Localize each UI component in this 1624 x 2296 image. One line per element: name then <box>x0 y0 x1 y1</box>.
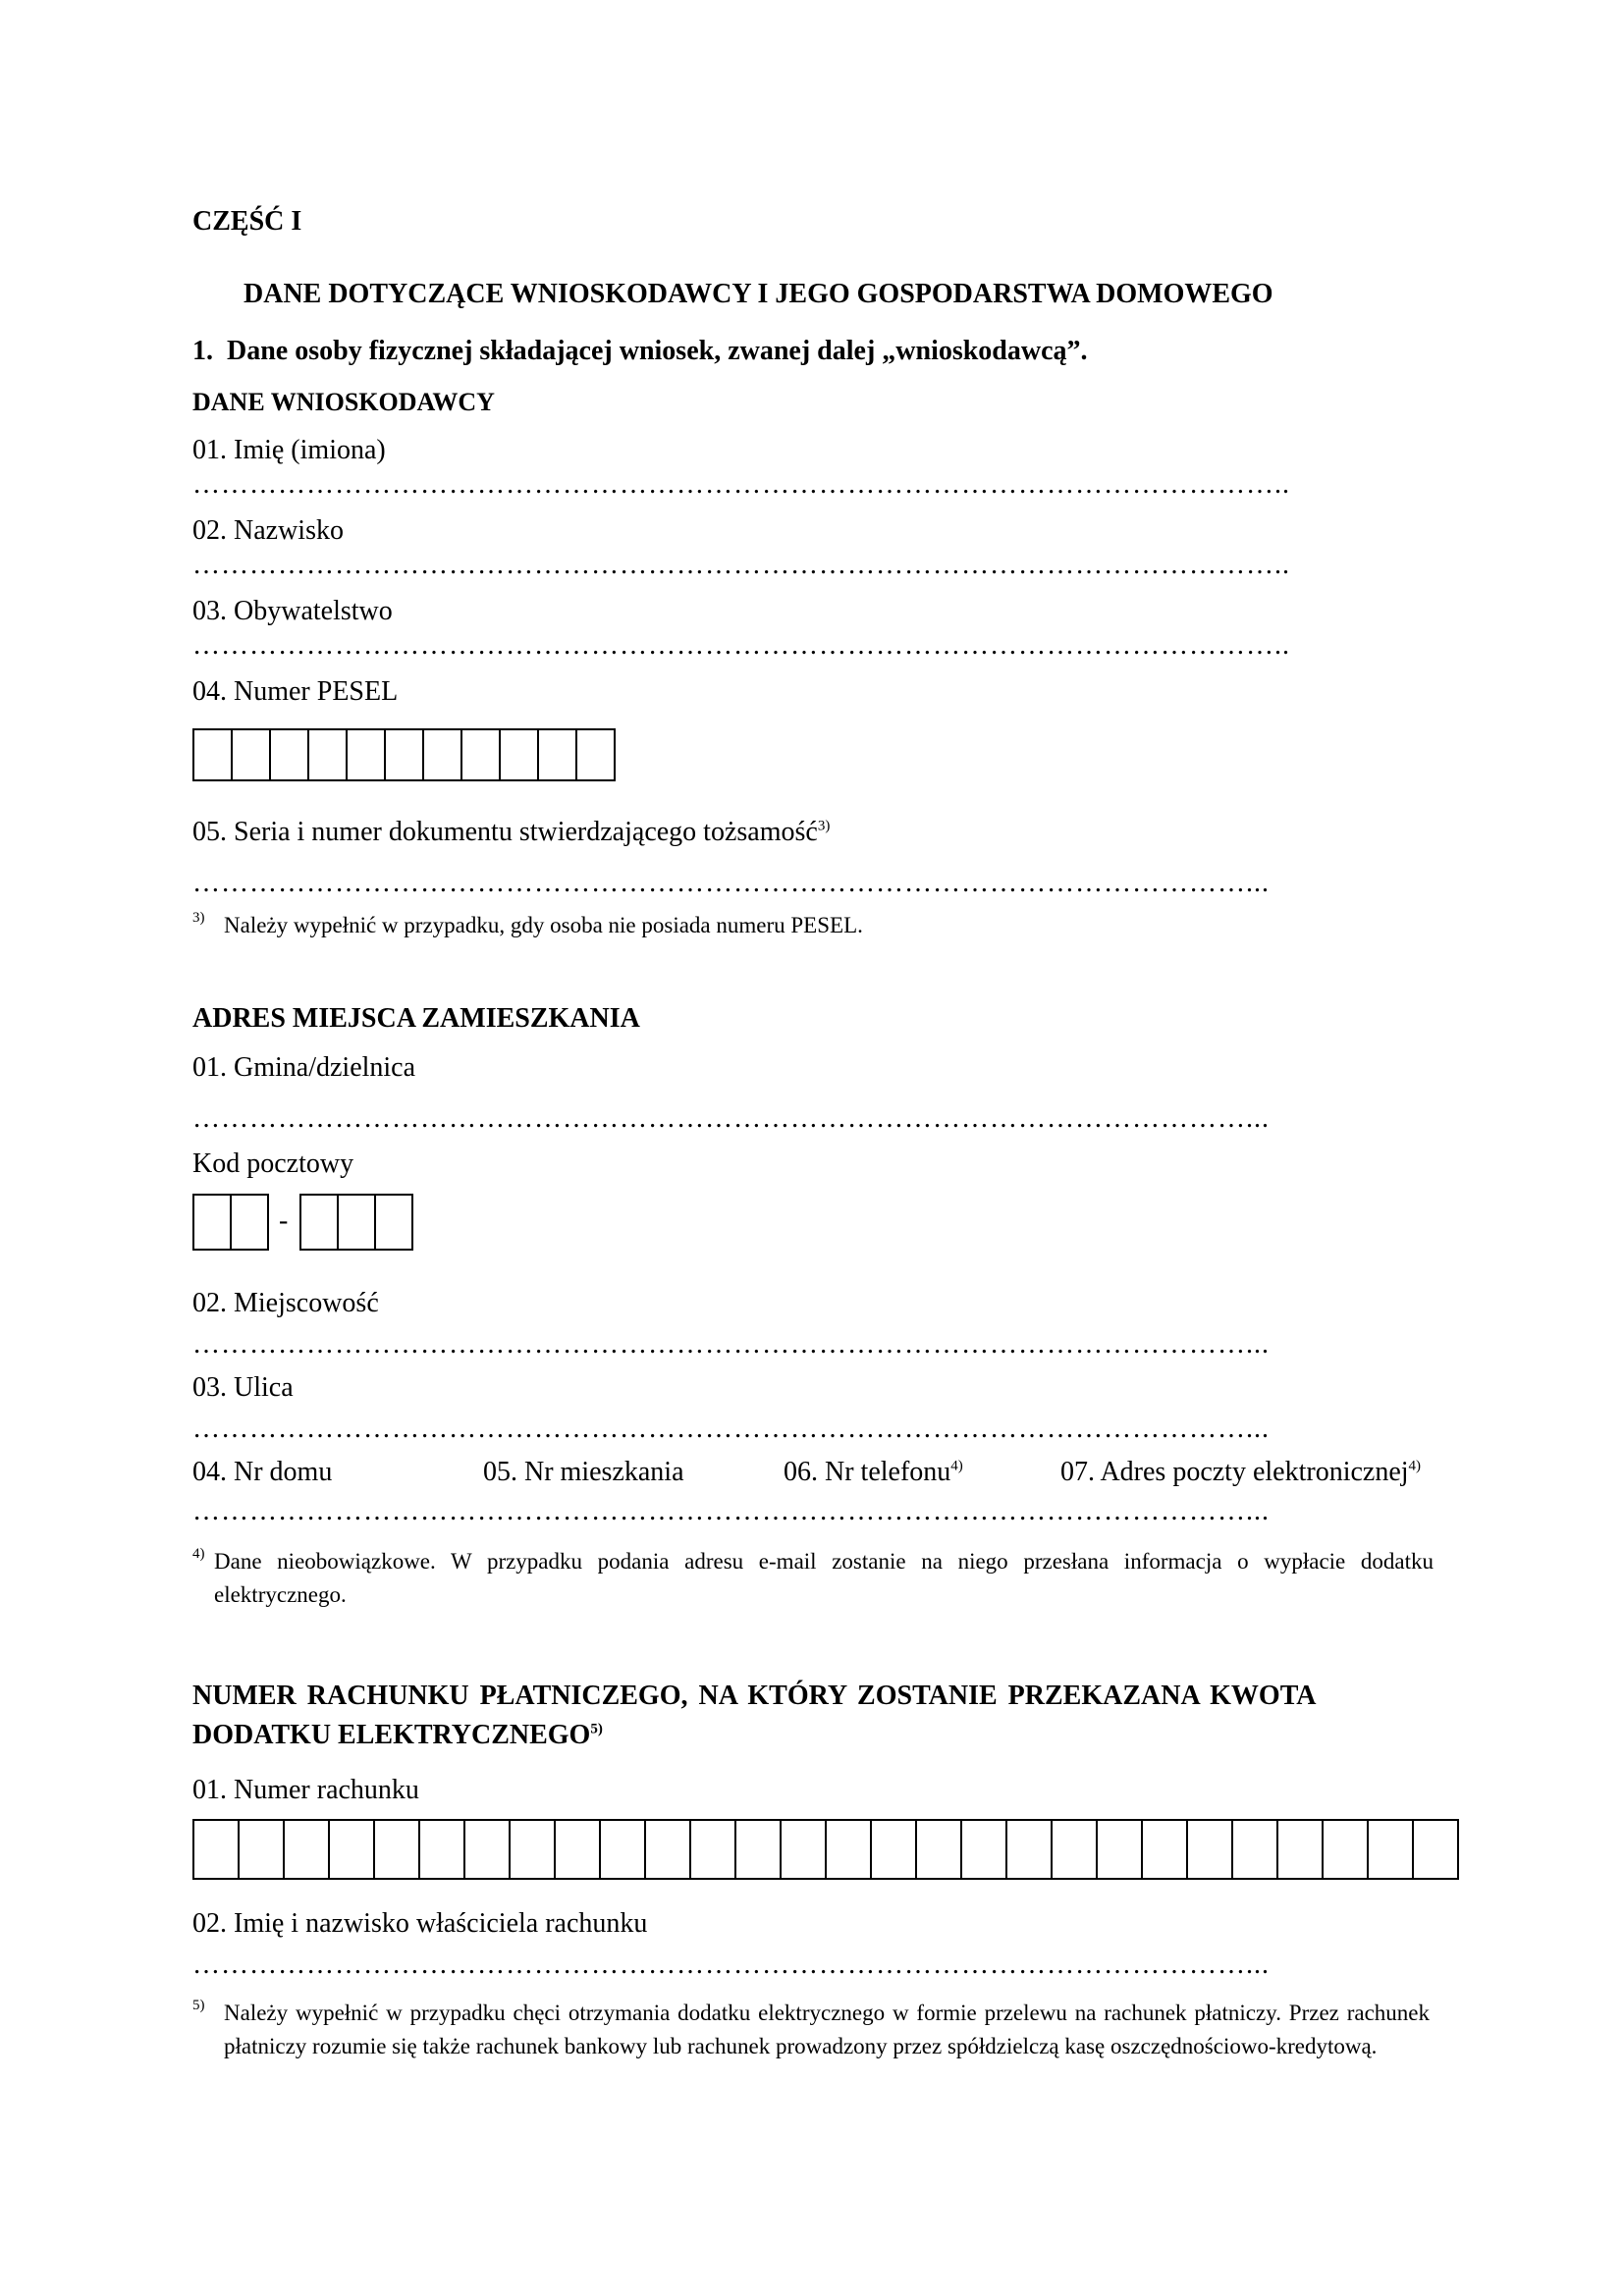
commune-field[interactable]: …………………………………………………………………………………………………... <box>192 1103 1270 1134</box>
commune-label: 01. Gmina/dzielnica <box>192 1052 416 1083</box>
id-document-label: 05. Seria i numer dokumentu stwierdzającego tożsamość$^{3)}$ <box>192 817 831 847</box>
house-number-label: 04. Nr domu <box>192 1457 333 1487</box>
phone-label: 06. Nr telefonu$^{4)}$ <box>784 1457 963 1487</box>
account-heading-line-1: NUMER RACHUNKU PŁATNICZEGO, NA KTÓRY ZOSTANIE PRZEKAZANA KWOTA <box>192 1681 1317 1711</box>
postal-code-part2[interactable] <box>299 1194 413 1251</box>
account-heading-line-2: DODATKU ELEKTRYCZNEGO$^{5)}$ <box>192 1720 603 1750</box>
contact-field[interactable]: …………………………………………………………………………………………………... <box>192 1496 1270 1526</box>
email-label: 07. Adres poczty elektronicznej$^{4)}$ <box>1060 1457 1422 1487</box>
town-field[interactable]: …………………………………………………………………………………………………... <box>192 1329 1270 1360</box>
postal-code-label: Kod pocztowy <box>192 1148 354 1179</box>
pesel-boxes[interactable] <box>192 728 616 781</box>
postal-code-part1[interactable] <box>192 1194 269 1251</box>
citizenship-label: 03. Obywatelstwo <box>192 596 393 626</box>
account-number-label: 01. Numer rachunku <box>192 1775 419 1805</box>
town-label: 02. Miejscowość <box>192 1288 379 1318</box>
citizenship-field[interactable]: …………………………………………………………………………………………………….. <box>192 630 1290 661</box>
surname-label: 02. Nazwisko <box>192 515 344 546</box>
footnote-4: 4) Dane nieobowiązkowe. W przypadku podania adresu e-mail zostanie na niego przesłana informacja o wypłacie dodatku elektrycznego. <box>192 1546 1434 1607</box>
surname-field[interactable]: …………………………………………………………………………………………………….. <box>192 550 1290 580</box>
footnote-5: 5) Należy wypełnić w przypadku chęci otrzymania dodatku elektrycznego w formie przelewu na rachunek płatniczy. Przez rachunek płatniczy rozumie się także rachunek bankowy lub rachunek prowadzony przez spółdzielczą kasę oszczędnościowo-kredytową. <box>192 1998 1430 2058</box>
applicant-heading: DANE WNIOSKODAWCY <box>192 388 495 416</box>
first-name-field[interactable]: …………………………………………………………………………………………………….. <box>192 469 1290 500</box>
postal-code-dash: - <box>279 1205 289 1236</box>
account-number-boxes[interactable] <box>192 1819 1459 1880</box>
first-name-label: 01. Imię (imiona) <box>192 435 386 465</box>
apartment-number-label: 05. Nr mieszkania <box>483 1457 684 1487</box>
account-owner-label: 02. Imię i nazwisko właściciela rachunku <box>192 1908 648 1939</box>
street-field[interactable]: …………………………………………………………………………………………………... <box>192 1414 1270 1444</box>
pesel-label: 04. Numer PESEL <box>192 676 399 707</box>
account-owner-field[interactable]: …………………………………………………………………………………………………... <box>192 1949 1270 1980</box>
section-1-title: 1. Dane osoby fizycznej składającej wniosek, zwanej dalej „wnioskodawcą”. <box>192 336 1088 366</box>
street-label: 03. Ulica <box>192 1372 294 1403</box>
part-label: CZĘŚĆ I <box>192 206 302 237</box>
address-heading: ADRES MIEJSCA ZAMIESZKANIA <box>192 1003 640 1034</box>
id-document-field[interactable]: …………………………………………………………………………………………………... <box>192 868 1270 898</box>
footnote-3: 3) Należy wypełnić w przypadku, gdy osoba nie posiada numeru PESEL. <box>192 910 863 937</box>
main-title: DANE DOTYCZĄCE WNIOSKODAWCY I JEGO GOSPODARSTWA DOMOWEGO <box>244 279 1273 309</box>
